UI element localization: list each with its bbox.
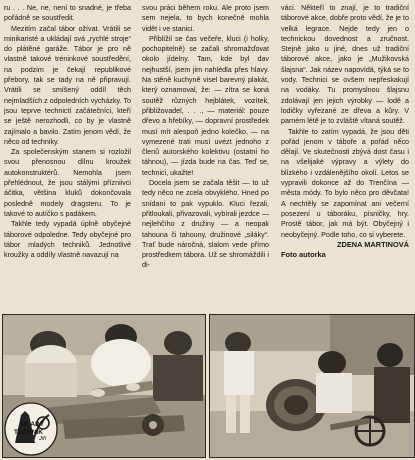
logo-word-2: TECHNIK bbox=[14, 429, 43, 436]
logo-script: Jiří bbox=[39, 436, 47, 442]
column-2-paragraph: svou práci během roku. Ale proto jsem sem nejela, to bych konečně mohla vidět i ve stanici. bbox=[142, 4, 269, 33]
photo-left-illustration bbox=[3, 315, 205, 457]
photo-right-illustration bbox=[210, 315, 414, 457]
article-column-2 bbox=[142, 3, 269, 305]
column-1-paragraph: Za společenským stanem si rozložil svou přenosnou dílnu kroužek autokonstruktérů. Nemohla jsem přehlédnout, že jsou stálými přízniivci áčitka, většina kluků dokončovala posledně modely dragsteru. To je takové to autíčko s padákem. bbox=[4, 148, 131, 218]
column-1-paragraph: Mezitím začal tábor ožívat. Vrátili se minikaristé a ukládají svá „rychlé stroje“ do plátěné garáže. Tábor je pro ně vlastně takové tréninkové soustředění, na podzim je čekají republikové přebory, tak se tady na ně připravují. Vrátili se smíšený oddíl těch nejmladších z odpoledních vycházky. To jsou teprve technictí začátečníci, kteří se ještě nerozhodli, co by je vlastně zajímalo a bavilo. Zatím jenom vědí, že něco od techniky. bbox=[4, 24, 131, 146]
photo-credit: Foto autorka bbox=[281, 250, 326, 260]
photo-kids-contraptions bbox=[209, 314, 415, 458]
column-3-paragraph: Takhle to zatím vypadá, že jsou děti pořád jenom v táboře a pořád něco dělají. Ve skutečnosti zbývá dost času i na všelijaké výpravy a výlety do blízkého i vzdálenějšího okolí. Letos se vypravili dokonce až do Trenčína — města módy. To bylo něco pro děvčata! A nechtěly se zapomínat ani večerní posezení u táboráku, písničky, hry. Prostě tábor, jak má být. Obyčejný i neobyčejný. Podle toho, co si vyberete. bbox=[281, 127, 409, 239]
logo-word-1: MLADÝ bbox=[21, 421, 45, 428]
article-column-1 bbox=[4, 3, 131, 305]
author-signature: ZDENA MARTINOVÁ bbox=[337, 239, 409, 249]
article-column-3 bbox=[281, 3, 409, 305]
column-1-paragraph: ru . . . Ne, ne, není to snadné, je třeba pořádně se soustředit. bbox=[4, 4, 131, 23]
column-2-paragraph: Přiblížil se čas večeře, kluci (i holky, pochopitelně) se začali shromažďovat okolo jídelny. Tam, kde byl dav nejhustší, jsem jim nahlédla přes hlavy. Na stěně kuchyně visel barevný plakát, který oznamoval, že: — zítra se koná soutěž různých hejblátek, vozítek, přibližovadel, . . ., — materiál: pouze dřevo a hřebíky, — dopravní prostředek musí mít alespoň jedno kolečko, — na vymezené trati musí uvézt jednoho z členů autorského kolektivu (ostatní ho táhnou), — jízda bude na čas. Teď se, technici, ukažte! bbox=[142, 34, 269, 177]
photo-kids-building bbox=[2, 314, 206, 458]
column-2-paragraph: Docela jsem se začala těšit — to už tedy něco ne zcela obvyklého. Hned po snídani to pak vypuklo. Kluci řezali, přitloukali, přivazovali, vybírali jezdce — nejlehčího z družiny — a neopak tahouna či tahouny, družinové „siláky“. Trať bude náročná, slalom vede přímo prostředkem tábora. Už se shromáždili i di- bbox=[142, 179, 269, 270]
column-3-paragraph: váci. Někteří to znají, je to tradiční táborové akce, dobře proto vědí, že je to velká legrace. Nejde tedy jen o technickou dovednost a zručnost. Stejně jako u jiné, dnes už tradiční táborové akce, jako je „Mužikovská šlajsna“. Jak název napovídá, týká se to vody. Technici se ovšem nepřeskakují na vodáky. Tu promyslnou šlajsnu zdolávají jen jejich výrobky — lodě a lodičky vyřezané ze dřeva a kůry. V parném létě je to zvláště vítaná soutěž. bbox=[281, 4, 409, 126]
column-1-paragraph: Takhle tedy vypadá úplně obyčejné táborové odpoledne. Tedy obyčejné pro tábor mladých techniků. Jednotlivé kroužky a oddíly vlastně navazují na bbox=[4, 220, 131, 260]
